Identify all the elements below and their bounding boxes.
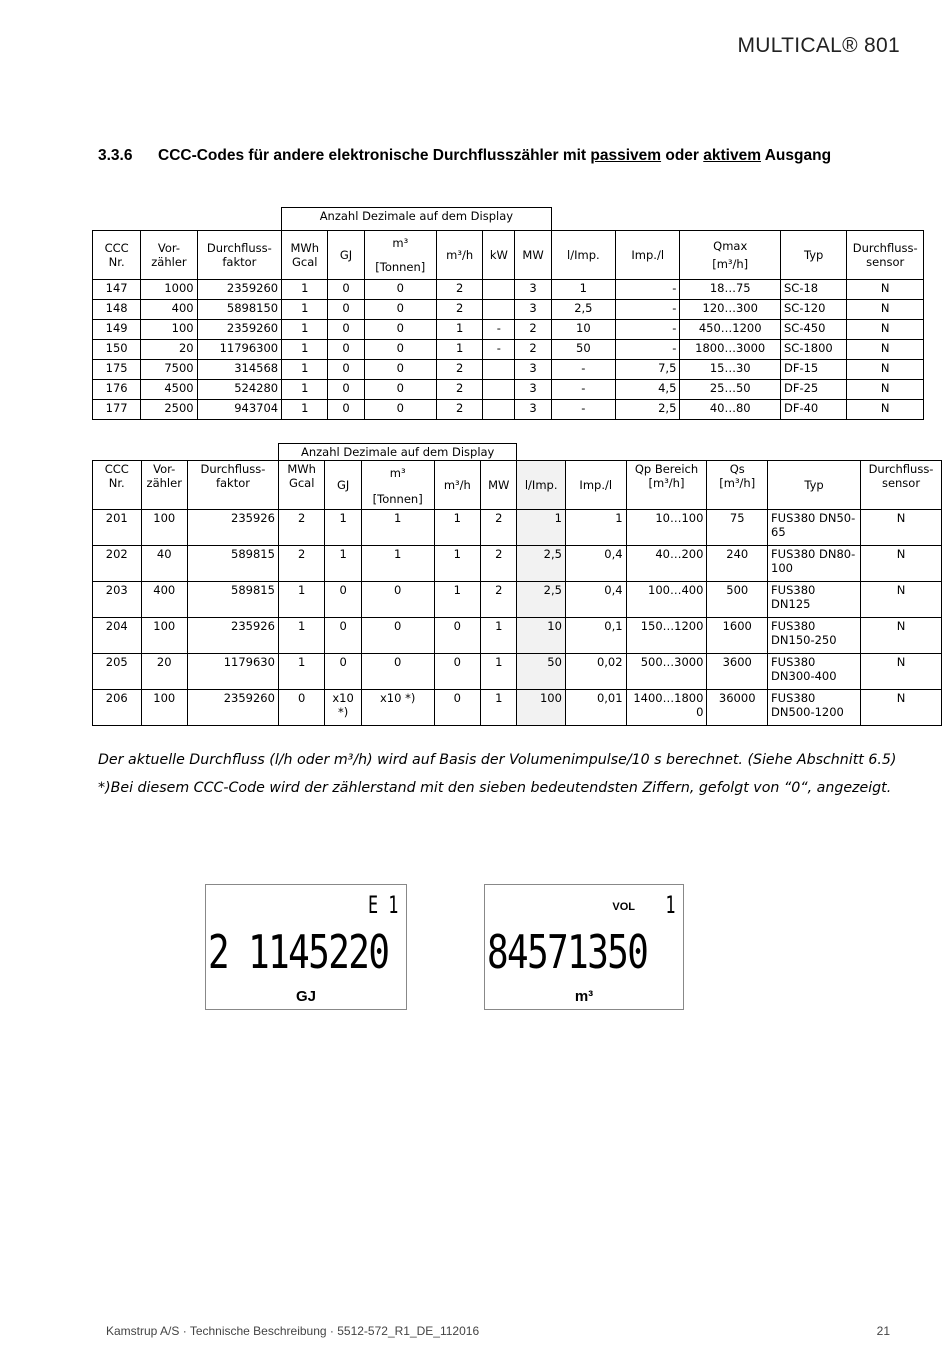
table-cell: N — [861, 690, 942, 726]
table-cell: 400 — [141, 300, 197, 320]
table-cell: 7,5 — [616, 360, 680, 380]
table-cell: 0 — [364, 300, 436, 320]
table-cell: 1 — [361, 546, 434, 582]
table-cell: 240 — [707, 546, 768, 582]
table-cell: FUS380 DN50-65 — [768, 510, 861, 546]
table-cell: 1 — [282, 380, 328, 400]
table-cell: 0 — [278, 690, 324, 726]
table-cell: 18…75 — [680, 280, 781, 300]
table-cell: 7500 — [141, 360, 197, 380]
table-cell: 0,4 — [565, 546, 626, 582]
col-header-vorzaehler: Vor-zähler — [141, 461, 187, 510]
table-cell: - — [551, 380, 615, 400]
table-cell: 40…200 — [626, 546, 707, 582]
col-header-gj: GJ — [328, 231, 364, 280]
table-row — [93, 510, 942, 546]
lcd-vol-label: VOL — [612, 901, 635, 913]
table-cell: 177 — [93, 400, 141, 420]
table-cell: 1800…3000 — [680, 340, 781, 360]
table-cell: 0 — [434, 654, 480, 690]
table-cell: - — [483, 340, 515, 360]
table-cell: 3 — [515, 300, 551, 320]
lcd-digits: 2 1145220 — [208, 925, 389, 979]
lcd-digits: 84571350 — [487, 925, 648, 979]
ccc-table-1 — [92, 207, 924, 420]
table-cell: 40 — [141, 546, 187, 582]
table-cell: 147 — [93, 280, 141, 300]
table-cell: 10 — [517, 618, 566, 654]
table-cell: 20 — [141, 654, 187, 690]
table-cell: 1 — [325, 546, 361, 582]
footer-page-number: 21 — [876, 1324, 890, 1338]
col-header-mw: MW — [515, 231, 551, 280]
ccc-table-2 — [92, 443, 942, 726]
col-header-durchflussfaktor: Durchfluss-faktor — [197, 231, 282, 280]
table-cell: 100 — [517, 690, 566, 726]
col-header-ccc: CCC Nr. — [93, 231, 141, 280]
table-cell: 3600 — [707, 654, 768, 690]
lcd-indicator: 1 — [664, 891, 675, 919]
table-cell: 1400…1800 0 — [626, 690, 707, 726]
table-cell: 0,1 — [565, 618, 626, 654]
table-cell: 3 — [515, 400, 551, 420]
table-cell: 202 — [93, 546, 142, 582]
table-cell: N — [847, 360, 924, 380]
note-ccc-code-footnote: *)Bei diesem CCC-Code wird der zählerstand mit den sieben bedeutendsten Ziffern, gefolgt von “0“, angezeigt. — [98, 780, 892, 796]
section-title-underlined-active: aktivem — [703, 147, 761, 164]
qmax-label: Qmax — [713, 239, 748, 253]
table-cell: 0 — [434, 690, 480, 726]
table-cell: 0 — [325, 582, 361, 618]
table-cell: 0,01 — [565, 690, 626, 726]
table-cell — [483, 300, 515, 320]
table-cell: 0 — [328, 380, 364, 400]
table-cell: 1 — [282, 360, 328, 380]
table-cell: 175 — [93, 360, 141, 380]
table-cell: 2 — [515, 320, 551, 340]
table-cell: 1 — [481, 618, 517, 654]
table-row — [93, 360, 924, 380]
table-cell: 203 — [93, 582, 142, 618]
table-cell: 11796300 — [197, 340, 282, 360]
section-title-part: CCC-Codes für andere elektronische Durchflusszähler mit — [158, 147, 591, 164]
lcd-display-energy — [205, 884, 407, 1010]
table-cell — [483, 280, 515, 300]
table-cell: 2 — [437, 380, 483, 400]
table-cell: 1179630 — [187, 654, 278, 690]
table-cell: 100 — [141, 510, 187, 546]
table-cell: N — [847, 400, 924, 420]
table-cell: 2359260 — [187, 690, 278, 726]
table-cell: 150 — [93, 340, 141, 360]
col-header-sensor: Durchfluss-sensor — [847, 231, 924, 280]
table-row — [93, 280, 924, 300]
section-title-underlined-passive: passivem — [590, 147, 662, 164]
table-cell: FUS380 DN300-400 — [768, 654, 861, 690]
table-cell: 0 — [328, 360, 364, 380]
table-cell: 1600 — [707, 618, 768, 654]
table-cell: 2 — [437, 400, 483, 420]
table-cell: DF-40 — [781, 400, 847, 420]
table-cell: 3 — [515, 360, 551, 380]
table-cell: 1 — [282, 400, 328, 420]
table-cell: 1 — [278, 618, 324, 654]
tonnen-label: [Tonnen] — [372, 492, 423, 506]
lcd-indicator: E 1 — [367, 891, 398, 919]
table-cell: 205 — [93, 654, 142, 690]
table-cell: 0 — [364, 340, 436, 360]
table-cell: N — [847, 320, 924, 340]
table-cell: 450…1200 — [680, 320, 781, 340]
table-cell: 201 — [93, 510, 142, 546]
m3-label: m³ — [392, 236, 409, 250]
col-header-kw: kW — [483, 231, 515, 280]
table-cell: FUS380 DN80-100 — [768, 546, 861, 582]
table-cell: 100 — [141, 320, 197, 340]
table-cell: 2500 — [141, 400, 197, 420]
table-cell: 0,02 — [565, 654, 626, 690]
table-cell: - — [551, 400, 615, 420]
table-cell: 36000 — [707, 690, 768, 726]
table-cell: N — [861, 582, 942, 618]
table-cell: 25…50 — [680, 380, 781, 400]
table-cell: FUS380 DN125 — [768, 582, 861, 618]
col-header-l-imp: l/Imp. — [517, 461, 566, 510]
table-cell: 2 — [515, 340, 551, 360]
col-header-m3 — [364, 231, 436, 280]
section-heading — [98, 147, 831, 165]
table-cell: 0 — [364, 400, 436, 420]
col-header-mw: MW — [481, 461, 517, 510]
table-cell: 2,5 — [517, 582, 566, 618]
col-header-m3 — [361, 461, 434, 510]
table-cell: 235926 — [187, 618, 278, 654]
table-cell: 1 — [325, 510, 361, 546]
table-cell: - — [551, 360, 615, 380]
table-cell: 1 — [437, 320, 483, 340]
table-cell: 3 — [515, 380, 551, 400]
table-cell: FUS380 DN150-250 — [768, 618, 861, 654]
table-cell: 1 — [434, 582, 480, 618]
table-cell: 0 — [328, 280, 364, 300]
col-header-mwh: MWh Gcal — [282, 231, 328, 280]
col-header-m3h: m³/h — [437, 231, 483, 280]
col-header-typ: Typ — [781, 231, 847, 280]
table-cell: N — [861, 510, 942, 546]
table-cell: 2 — [278, 510, 324, 546]
table-cell: 0 — [361, 654, 434, 690]
table-row — [93, 546, 942, 582]
table-cell: 40…80 — [680, 400, 781, 420]
group-header: Anzahl Dezimale auf dem Display — [282, 208, 552, 231]
table-cell: 2359260 — [197, 320, 282, 340]
table-cell: 943704 — [197, 400, 282, 420]
table-cell: 1 — [282, 280, 328, 300]
table-cell: 0 — [328, 300, 364, 320]
footer-document-info: Kamstrup A/S · Technische Beschreibung · 5512-572_R1_DE_112016 — [106, 1324, 480, 1338]
col-header-mwh: MWh Gcal — [278, 461, 324, 510]
table-cell: 1 — [278, 582, 324, 618]
table-cell: 2,5 — [551, 300, 615, 320]
table-cell: 2 — [481, 510, 517, 546]
table-cell — [483, 360, 515, 380]
note-flow-calculation: Der aktuelle Durchfluss (l/h oder m³/h) wird auf Basis der Volumenimpulse/10 s berechnet. (Siehe Abschnitt 6.5) — [98, 752, 897, 768]
m3-label: m³ — [389, 466, 406, 480]
tonnen-label: [Tonnen] — [375, 260, 426, 274]
table-row — [93, 582, 942, 618]
table-row — [93, 300, 924, 320]
section-number: 3.3.6 — [98, 147, 133, 164]
table-cell: FUS380 DN500-1200 — [768, 690, 861, 726]
table-cell: 4500 — [141, 380, 197, 400]
table-cell: N — [847, 280, 924, 300]
table-cell: 0 — [325, 618, 361, 654]
table-cell: - — [616, 340, 680, 360]
table-cell: 0 — [328, 340, 364, 360]
table-cell: N — [847, 380, 924, 400]
table-cell: 1 — [481, 690, 517, 726]
table-cell: x10 *) — [361, 690, 434, 726]
table-cell: 10…100 — [626, 510, 707, 546]
table-cell: 5898150 — [197, 300, 282, 320]
table-cell: 0 — [364, 360, 436, 380]
table-cell: 50 — [517, 654, 566, 690]
table-cell: 314568 — [197, 360, 282, 380]
col-header-gj: GJ — [325, 461, 361, 510]
table-cell: 500 — [707, 582, 768, 618]
table-cell: 1 — [551, 280, 615, 300]
table-cell: 0 — [361, 582, 434, 618]
table-cell: N — [847, 300, 924, 320]
table-cell: 1 — [278, 654, 324, 690]
table-row — [93, 618, 942, 654]
table-cell: 0 — [364, 280, 436, 300]
table-cell: 0 — [328, 400, 364, 420]
table-cell: 50 — [551, 340, 615, 360]
table-cell: 2,5 — [616, 400, 680, 420]
table-cell: DF-25 — [781, 380, 847, 400]
table-cell: 0 — [434, 618, 480, 654]
table-cell: 2 — [437, 280, 483, 300]
table-row — [93, 690, 942, 726]
table-row — [93, 380, 924, 400]
table-row — [93, 400, 924, 420]
table-cell: 100 — [141, 618, 187, 654]
table-cell — [483, 400, 515, 420]
table-cell: 10 — [551, 320, 615, 340]
table-cell: 1 — [437, 340, 483, 360]
table-cell: SC-450 — [781, 320, 847, 340]
table-cell: 2,5 — [517, 546, 566, 582]
col-header-durchflussfaktor: Durchfluss-faktor — [187, 461, 278, 510]
col-header-ccc: CCC Nr. — [93, 461, 142, 510]
table-cell: 400 — [141, 582, 187, 618]
table-cell: N — [861, 654, 942, 690]
table-cell: 176 — [93, 380, 141, 400]
col-header-qmax — [680, 231, 781, 280]
lcd-unit: m³ — [574, 988, 594, 1005]
table-cell: 1 — [481, 654, 517, 690]
table-cell: 1 — [434, 546, 480, 582]
col-header-imp-l: Imp./l — [565, 461, 626, 510]
col-header-imp-l: Imp./l — [616, 231, 680, 280]
table-cell: 235926 — [187, 510, 278, 546]
table-cell: 204 — [93, 618, 142, 654]
col-header-qp: Qp Bereich [m³/h] — [626, 461, 707, 510]
col-header-typ: Typ — [768, 461, 861, 510]
table-row — [93, 654, 942, 690]
section-title-part: oder — [661, 147, 704, 164]
table-cell: 148 — [93, 300, 141, 320]
table-cell: 1 — [361, 510, 434, 546]
table-cell: 100…400 — [626, 582, 707, 618]
table-cell: 2 — [278, 546, 324, 582]
qmax-unit: [m³/h] — [712, 257, 749, 271]
table-cell: 0,4 — [565, 582, 626, 618]
table-cell: 500…3000 — [626, 654, 707, 690]
table-cell: 1 — [282, 340, 328, 360]
col-header-sensor: Durchfluss-sensor — [861, 461, 942, 510]
table-cell: 2 — [437, 360, 483, 380]
table-cell: 2 — [437, 300, 483, 320]
col-header-qs: Qs [m³/h] — [707, 461, 768, 510]
table-cell: N — [861, 546, 942, 582]
table-cell: N — [847, 340, 924, 360]
table-cell: 1 — [517, 510, 566, 546]
table-cell: 2359260 — [197, 280, 282, 300]
table-cell: 0 — [364, 380, 436, 400]
table-cell: - — [616, 320, 680, 340]
table-cell: 1 — [282, 300, 328, 320]
group-header: Anzahl Dezimale auf dem Display — [278, 444, 516, 461]
table-cell: 524280 — [197, 380, 282, 400]
document-header-title: MULTICAL® 801 — [737, 34, 900, 57]
table-cell: 20 — [141, 340, 197, 360]
table-cell: 150…1200 — [626, 618, 707, 654]
table-cell: 2 — [481, 582, 517, 618]
table-cell: 1 — [434, 510, 480, 546]
table-cell: 0 — [364, 320, 436, 340]
section-title-part: Ausgang — [761, 147, 832, 164]
table-cell: - — [616, 280, 680, 300]
lcd-unit: GJ — [295, 988, 316, 1005]
lcd-display-volume — [484, 884, 684, 1010]
table-cell: 4,5 — [616, 380, 680, 400]
table-cell: - — [483, 320, 515, 340]
table-cell: 3 — [515, 280, 551, 300]
table-cell: N — [861, 618, 942, 654]
table-cell: 1 — [282, 320, 328, 340]
table-cell: 1000 — [141, 280, 197, 300]
table-cell: 0 — [325, 654, 361, 690]
table-cell: x10 *) — [325, 690, 361, 726]
table-cell: 0 — [361, 618, 434, 654]
table-cell: - — [616, 300, 680, 320]
table-cell: DF-15 — [781, 360, 847, 380]
table-cell: SC-18 — [781, 280, 847, 300]
table-cell: 2 — [481, 546, 517, 582]
table-cell: 100 — [141, 690, 187, 726]
col-header-vorzaehler: Vor-zähler — [141, 231, 197, 280]
table-cell: 206 — [93, 690, 142, 726]
table-row — [93, 320, 924, 340]
table-cell: 75 — [707, 510, 768, 546]
table-cell: 15…30 — [680, 360, 781, 380]
table-cell — [483, 380, 515, 400]
table-cell: 0 — [328, 320, 364, 340]
table-cell: 1 — [565, 510, 626, 546]
table-cell: 149 — [93, 320, 141, 340]
table-cell: SC-120 — [781, 300, 847, 320]
table-cell: 120…300 — [680, 300, 781, 320]
table-cell: 589815 — [187, 546, 278, 582]
table-cell: SC-1800 — [781, 340, 847, 360]
table-row — [93, 340, 924, 360]
col-header-l-imp: l/Imp. — [551, 231, 615, 280]
col-header-m3h: m³/h — [434, 461, 480, 510]
table-cell: 589815 — [187, 582, 278, 618]
